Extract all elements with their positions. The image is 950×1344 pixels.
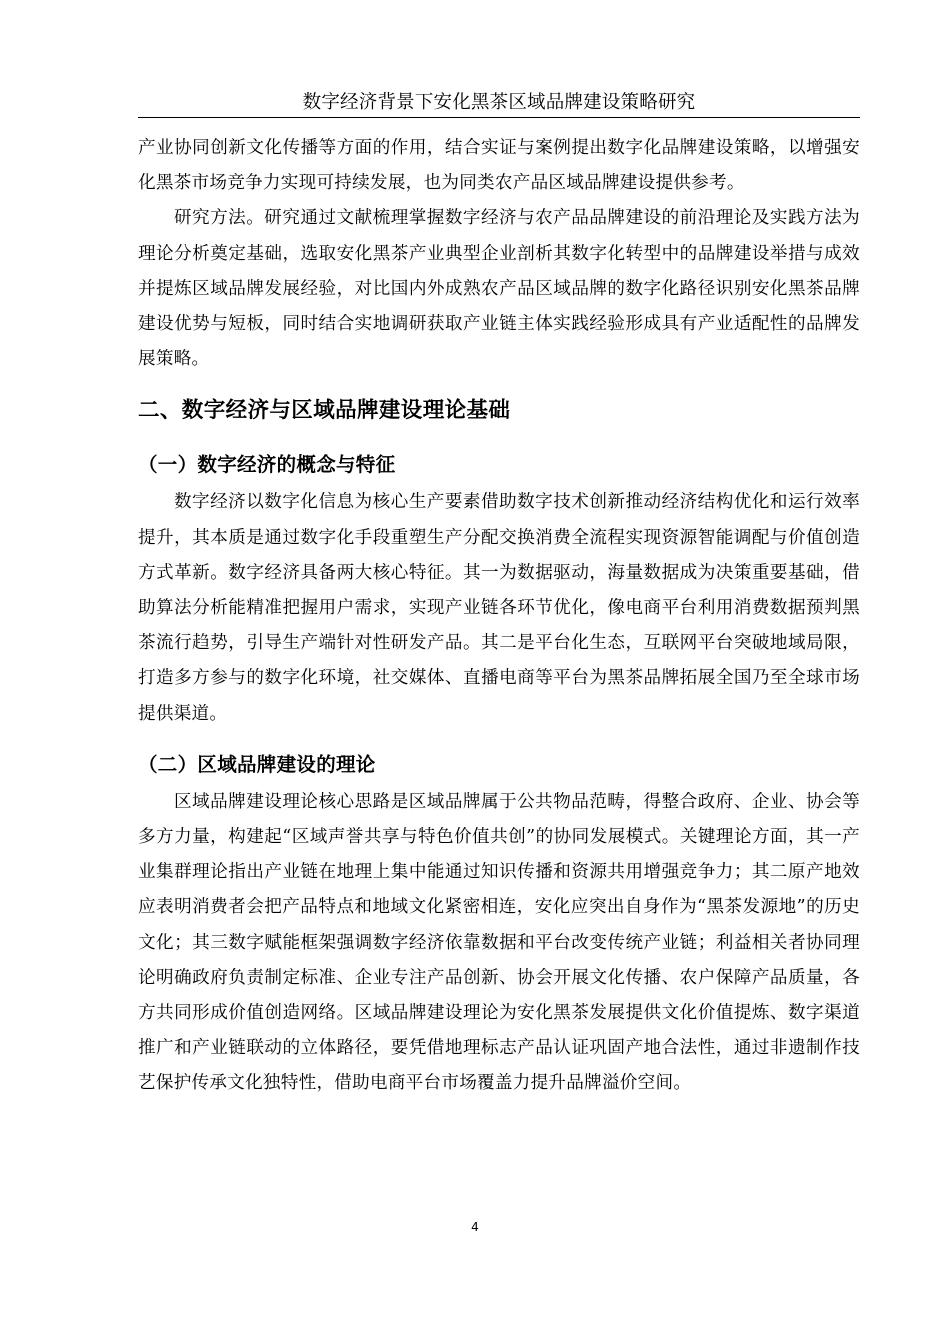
page-number: 4 [471,1220,479,1234]
subsection-heading-regional-brand: （二）区域品牌建设的理论 [138,752,376,776]
paragraph-regional-brand-theory: 区域品牌建设理论核心思路是区域品牌属于公共物品范畴，得整合政府、企业、协会等多方力量，构建起“区域声誉共享与特色价值共创”的协同发展模式。关键理论方面，其一产业集群理论指出产业链在地理上集中能通过知识传播和资源共用增强竞争力；其二原产地效应表明消费者会把产品特点和地域文化紧密相连，安化应突出自身作为“黑茶发源地”的历史文化；其三数字赋能框架强调数字经济依靠数据和平台改变传统产业链；利益相关者协同理论明确政府负责制定标准、企业专注产品创新、协会开展文化传播、农户保障产品质量，各方共同形成价值创造网络。区域品牌建设理论为安化黑茶发展提供文化价值提炼、数字渠道推广和产业链联动的立体路径，要凭借地理标志产品认证巩固产地合法性，通过非遗制作技艺保护传承文化独特性，借助电商平台市场覆盖力提升品牌溢价空间。 [138,791,860,1094]
section-heading-2: 二、数字经济与区域品牌建设理论基础 [138,398,511,424]
paragraph-continued: 产业协同创新文化传播等方面的作用，结合实证与案例提出数字化品牌建设策略，以增强安化黑茶市场竞争力实现可持续发展，也为同类农产品区域品牌建设提供参考。 [138,138,860,194]
subsection-heading-digital-economy: （一）数字经济的概念与特征 [138,453,396,477]
paragraph-digital-economy: 数字经济以数字化信息为核心生产要素借助数字技术创新推动经济结构优化和运行效率提升，其本质是通过数字化手段重塑生产分配交换消费全流程实现资源智能调配与价值创造方式革新。数字经济具备两大核心特征。其一为数据驱动，海量数据成为决策重要基础，借助算法分析能精准把握用户需求，实现产业链各环节优化，像电商平台利用消费数据预判黑茶流行趋势，引导生产端针对性研发产品。其二是平台化生态，互联网平台突破地域局限，打造多方参与的数字化环境，社交媒体、直播电商等平台为黑茶品牌拓展全国乃至全球市场提供渠道。 [138,492,860,724]
paragraph-research-methods: 研究方法。研究通过文献梳理掌握数字经济与农产品品牌建设的前沿理论及实践方法为理论分析奠定基础，选取安化黑茶产业典型企业剖析其数字化转型中的品牌建设举措与成效并提炼区域品牌发展经验，对比国内外成熟农产品区域品牌的数字化路径识别安化黑茶品牌建设优势与短板，同时结合实地调研获取产业链主体实践经验形成具有产业适配性的品牌发展策略。 [138,208,860,370]
page-body [138,131,860,1102]
running-header: 数字经济背景下安化黑茶区域品牌建设策略研究 [302,92,696,113]
header-divider [138,117,860,118]
